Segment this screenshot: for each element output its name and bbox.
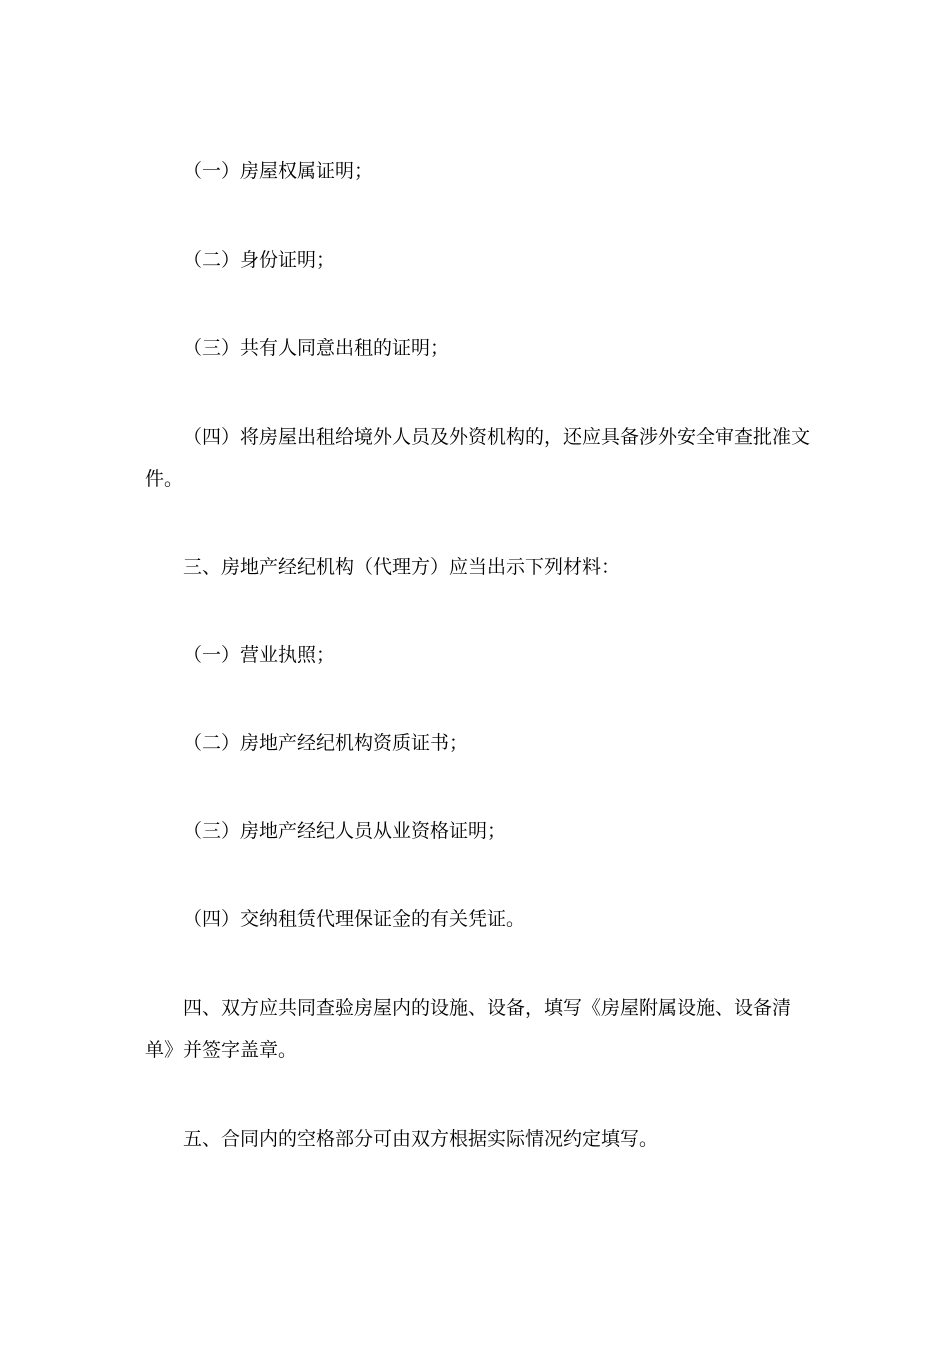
paragraph-1: （一）房屋权属证明； bbox=[183, 160, 374, 182]
paragraph-5: 三、房地产经纪机构（代理方）应当出示下列材料： bbox=[183, 556, 621, 578]
paragraph-6: （一）营业执照； bbox=[183, 644, 336, 666]
paragraph-10: 四、双方应共同查验房屋内的设施、设备，填写《房屋附属设施、设备清单》并签字盖章。 bbox=[145, 997, 792, 1061]
paragraph-7: （二）房地产经纪机构资质证书； bbox=[183, 732, 469, 754]
paragraph-8: （三）房地产经纪人员从业资格证明； bbox=[183, 820, 507, 842]
paragraph-3: （三）共有人同意出租的证明； bbox=[183, 337, 450, 359]
paragraph-4: （四）将房屋出租给境外人员及外资机构的，还应具备涉外安全审查批准文件。 bbox=[145, 426, 811, 490]
paragraph-11: 五、合同内的空格部分可由双方根据实际情况约定填写。 bbox=[183, 1128, 659, 1150]
paragraph-2: （二）身份证明； bbox=[183, 249, 336, 271]
paragraph-9: （四）交纳租赁代理保证金的有关凭证。 bbox=[183, 908, 526, 930]
